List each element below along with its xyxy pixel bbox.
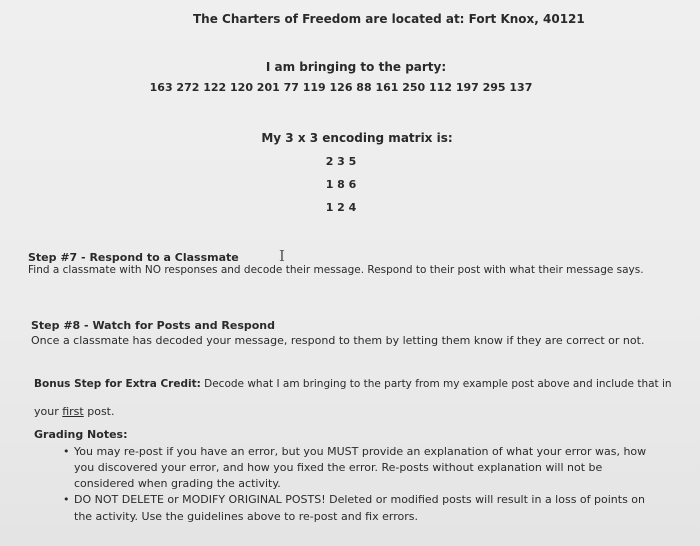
- grading-bullet-1-line-1: • You may re-post if you have an error, but you MUST provide an explanation of what your error was, how: [74, 445, 646, 458]
- bringing-label: I am bringing to the party:: [265, 60, 447, 74]
- grading-bullet-2-line-2: the activity. Use the guidelines above to re-post and fix errors.: [74, 510, 418, 523]
- bonus-line2-underlined: first: [62, 405, 84, 418]
- bonus-line2-post: post.: [83, 405, 115, 418]
- matrix-row-3: 1 2 4: [325, 201, 357, 214]
- bonus-line2-pre: your: [34, 405, 63, 418]
- matrix-row-2: 1 8 6: [325, 178, 357, 191]
- grading-bullet-2-line-1: • DO NOT DELETE or MODIFY ORIGINAL POSTS! Deleted or modified posts will result in a loss of points on: [74, 493, 645, 506]
- bonus-body-line1: Decode what I am bringing to the party from my example post above and include that in: [204, 378, 672, 390]
- step7-title: Step #7 - Respond to a Classmate: [28, 251, 239, 264]
- matrix-row-1: 2 3 5: [325, 155, 357, 168]
- encoded-message: 163 272 122 120 201 77 119 126 88 161 250 112 197 295 137: [149, 81, 533, 94]
- grading-title: Grading Notes:: [34, 428, 128, 441]
- location-line: The Charters of Freedom are located at: Fort Knox, 40121: [193, 12, 585, 26]
- matrix-label: My 3 x 3 encoding matrix is:: [261, 131, 453, 145]
- grading-bullet-1-line-2: you discovered your error, and how you fixed the error. Re-posts without explanation will not be: [74, 461, 603, 474]
- step8-body: Once a classmate has decoded your message, respond to them by letting them know if they are correct or not.: [31, 334, 645, 347]
- step8-title: Step #8 - Watch for Posts and Respond: [31, 319, 276, 332]
- grading-bullet-1-line-3: considered when grading the activity.: [74, 477, 281, 490]
- step7-body: Find a classmate with NO responses and decode their message. Respond to their post with what their message says.: [28, 264, 644, 276]
- bonus-line-2: [34, 405, 114, 418]
- bonus-title: Bonus Step for Extra Credit:: [34, 378, 201, 390]
- bonus-line-1: [34, 378, 672, 390]
- text-cursor-icon: I: [279, 247, 285, 265]
